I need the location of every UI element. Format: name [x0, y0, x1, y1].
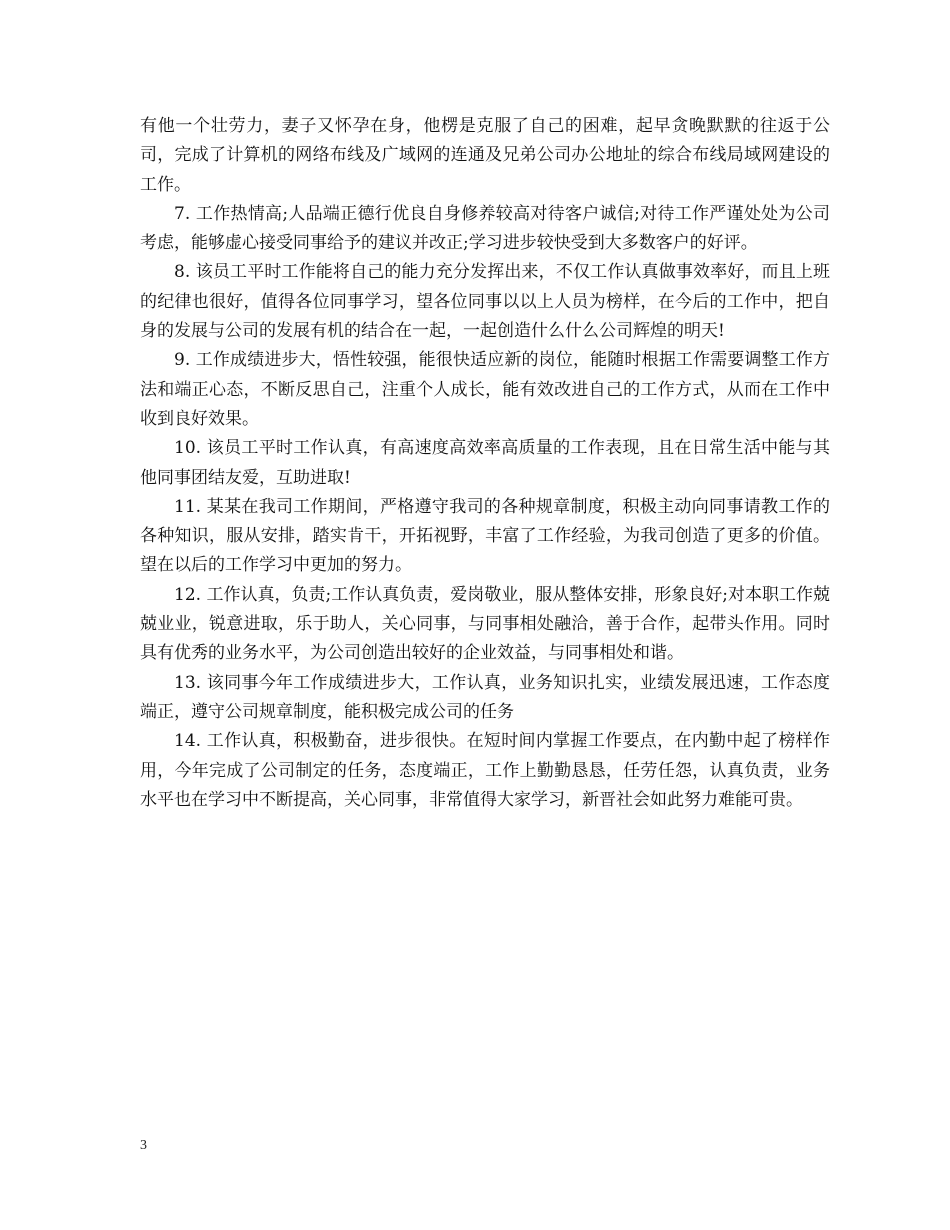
paragraph-item-9: 9. 工作成绩进步大，悟性较强，能很快适应新的岗位，能随时根据工作需要调整工作方法和端正心态，不断反思自己，注重个人成长，能有效改进自己的工作方式，从而在工作中收到良好效果。: [140, 350, 830, 429]
paragraph-item-13: 13. 该同事今年工作成绩进步大，工作认真，业务知识扎实，业绩发展迅速，工作态度端正，遵守公司规章制度，能积极完成公司的任务: [140, 672, 830, 722]
paragraph-item-10: 10. 该员工平时工作认真，有高速度高效率高质量的工作表现，且在日常生活中能与其他同事团结友爱，互助进取!: [140, 438, 830, 488]
document-body: [140, 112, 830, 815]
paragraph-item-8: 8. 该员工平时工作能将自己的能力充分发挥出来，不仅工作认真做事效率好，而且上班的纪律也很好，值得各位同事学习，望各位同事以以上人员为榜样，在今后的工作中，把自身的发展与公司的发展有机的结合在一起，一起创造什么什么公司辉煌的明天!: [140, 262, 830, 342]
paragraph-item-14: 14. 工作认真，积极勤奋，进步很快。在短时间内掌握工作要点，在内勤中起了榜样作用，今年完成了公司制定的任务，态度端正，工作上勤勤恳恳，任劳任怨，认真负责，业务水平也在学习中不断提高，关心同事，非常值得大家学习，新晋社会如此努力难能可贵。: [140, 731, 830, 810]
paragraph-item-12: 12. 工作认真，负责;工作认真负责，爱岗敬业，服从整体安排，形象良好;对本职工作兢兢业业，锐意进取，乐于助人，关心同事，与同事相处融洽，善于合作，起带头作用。同时具有优秀的业务水平，为公司创造出较好的企业效益，与同事相处和谐。: [140, 584, 830, 664]
page-number: 3: [140, 1138, 147, 1153]
paragraph-item-11: 11. 某某在我司工作期间，严格遵守我司的各种规章制度，积极主动向同事请教工作的各种知识，服从安排，踏实肯干，开拓视野，丰富了工作经验，为我司创造了更多的价值。望在以后的工作学习中更加的努力。: [140, 496, 830, 576]
paragraph-item-7: 7. 工作热情高;人品端正德行优良自身修养较高对待客户诚信;对待工作严谨处处为公司考虑，能够虚心接受同事给予的建议并改正;学习进步较快受到大多数客户的好评。: [140, 203, 830, 254]
paragraph-continuation: 有他一个壮劳力，妻子又怀孕在身，他楞是克服了自己的困难，起早贪晚默默的往返于公司，完成了计算机的网络布线及广域网的连通及兄弟公司办公地址的综合布线局域网建设的工作。: [140, 116, 830, 195]
